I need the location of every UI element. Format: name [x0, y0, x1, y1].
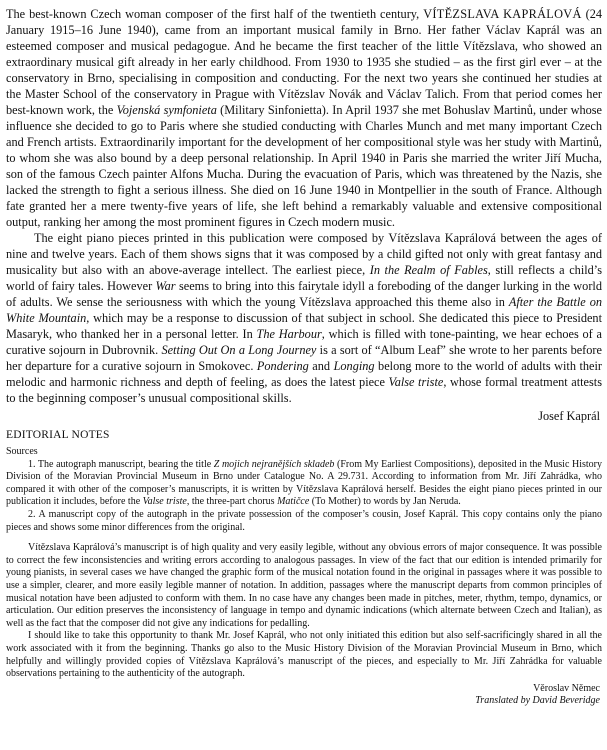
- source-1: 1. The autograph manuscript, bearing the title Z mojich nejranějších skladeb (From My Earliest Compositions), deposited in the Music History Division of the Moravian Provincial Museum in Brno under Catalogue No. A 29.731. According to information from Mr. Jiří Zahrádka, who compared it with other of the composer’s manuscripts, it is written by Vítězslava Kaprálová herself. Besides the eight piano pieces printed in our publication it includes, before the Valse triste, the three-part chorus Matičce (To Mother) to words by Jan Neruda.: [6, 458, 603, 508]
- editorial-author: Věroslav Němec: [533, 682, 600, 694]
- translator-credit: Translated by David Beveridge: [475, 695, 600, 707]
- source-2: 2. A manuscript copy of the autograph in the private possession of the composer’s cousin, Josef Kaprál. This copy contains only the piano pieces and shows some minor differences from the original.: [6, 508, 602, 533]
- intro-signature: Josef Kaprál: [538, 409, 600, 423]
- sources-heading: Sources: [6, 446, 38, 457]
- intro-paragraph-2: The eight piano pieces printed in this publication were composed by Vítězslava Kaprálová between the ages of nine and twelve years. Each of them shows signs that it was composed by a child gifted not only with great fantasy and musicality but also with an above-average intellect. The earliest piece, In the Realm of Fables, still reflects a child’s world of fairy tales. However War seems to bring into this fairytale idyll a foreboding of the danger lurking in the world of adults. We sense the seriousness with which the young Vítězslava approached this theme also in After the Battle on White Mountain, which may be a response to discussion of that subject in school. She dedicated this piece to President Masaryk, who thanked her in a personal letter. In The Harbour, which is filled with tone-painting, we hear echoes of a curative sojourn in Dubrovnik. Setting Out On a Long Journey is a sort of “Album Leaf” she wrote to her parents before her departure for a curative sojourn in Smokovec. Pondering and Longing belong more to the world of adults with their melodic and harmonic richness and depth of feeling, as does the latest piece Valse triste, whose formal treatment attests to the beginning composer’s unusual compositional skills.: [6, 231, 603, 405]
- editorial-signature: [6, 683, 602, 708]
- editorial-paragraph-2: I should like to take this opportunity to thank Mr. Josef Kaprál, who not only initiated this edition but also self-sacrificingly shared in all the work associated with it from the beginning. Thanks go also to the Music History Division of the Moravian Provincial Museum in Brno, which helpfully and willingly provided copies of Vítězslava Kaprálová’s manuscript of the pieces, and especially to Mr. Jiří Zahrádka for valuable observations pertaining to the authenticity of the autograph.: [6, 630, 602, 680]
- introduction: [6, 6, 602, 424]
- editorial-paragraph-1: Vítězslava Kaprálová’s manuscript is of high quality and very easily legible, without any obvious errors of major consequence. It was possible to correct the few inconsistencies and writing errors according to analogous passages. In view of the fact that our edition is intended primarily for young pianists, in several cases we have changed the graphic form of the musical notation found in the original in passages where it was possible to use a simpler, clearer, and more easily legible manner of notation. In addition, passages where the manuscript departs from common principles of musical notation have been adjusted to conform with them. In no case have any changes been made in pitches, meter, rhythm, tempo, dynamics, or articulation. Our edition preserves the inconsistency of language in tempo and dynamic indications (which alternate between Czech and Italian), as well as the fact that the composer did not give any indications for pedalling.: [6, 542, 602, 629]
- intro-paragraph-1: The best-known Czech woman composer of the first half of the twentieth century, VÍTĚZSLAVA KAPRÁLOVÁ (24 January 1915–16 June 1940), came from an important musical family in Brno. Her father Václav Kaprál was an esteemed composer and musical pedagogue. And he became the first teacher of the little Vítězslava, who showed an extraordinary musical gift already in her early childhood. From 1930 to 1935 she studied – as the first girl ever – at the conservatory in Brno, specialising in composition and conducting. For the next two years she continued her studies at the Master School of the conservatory in Prague with Vítězslav Novák and Václav Talich. From that period comes her best-known work, the Vojenská symfonieta (Military Sinfonietta). In April 1937 she met Bohuslav Martinů, under whose influence she decided to go to Paris where she studied conducting with Charles Munch and met many important Czech and French artists. Extraordinarily important for the development of her compositional style was her study with Martinů, to whom she was also bound by a deep personal relationship. In April 1940 in Paris she married the writer Jiří Mucha, son of the famous Czech painter Alfons Mucha. During the evacuation of Paris, which was threatened by the Nazis, she lacked the strength to fight a serious illness. She died on 16 June 1940 in Montpellier in the south of France. Although fate granted her a mere twenty-five years of life, she left behind a remarkably valuable and extensive compositional output, ranking her among the most prominent figures in Czech modern music.: [6, 7, 603, 229]
- editorial-notes-title: EDITORIAL NOTES: [6, 429, 110, 441]
- editorial-notes: [6, 446, 602, 708]
